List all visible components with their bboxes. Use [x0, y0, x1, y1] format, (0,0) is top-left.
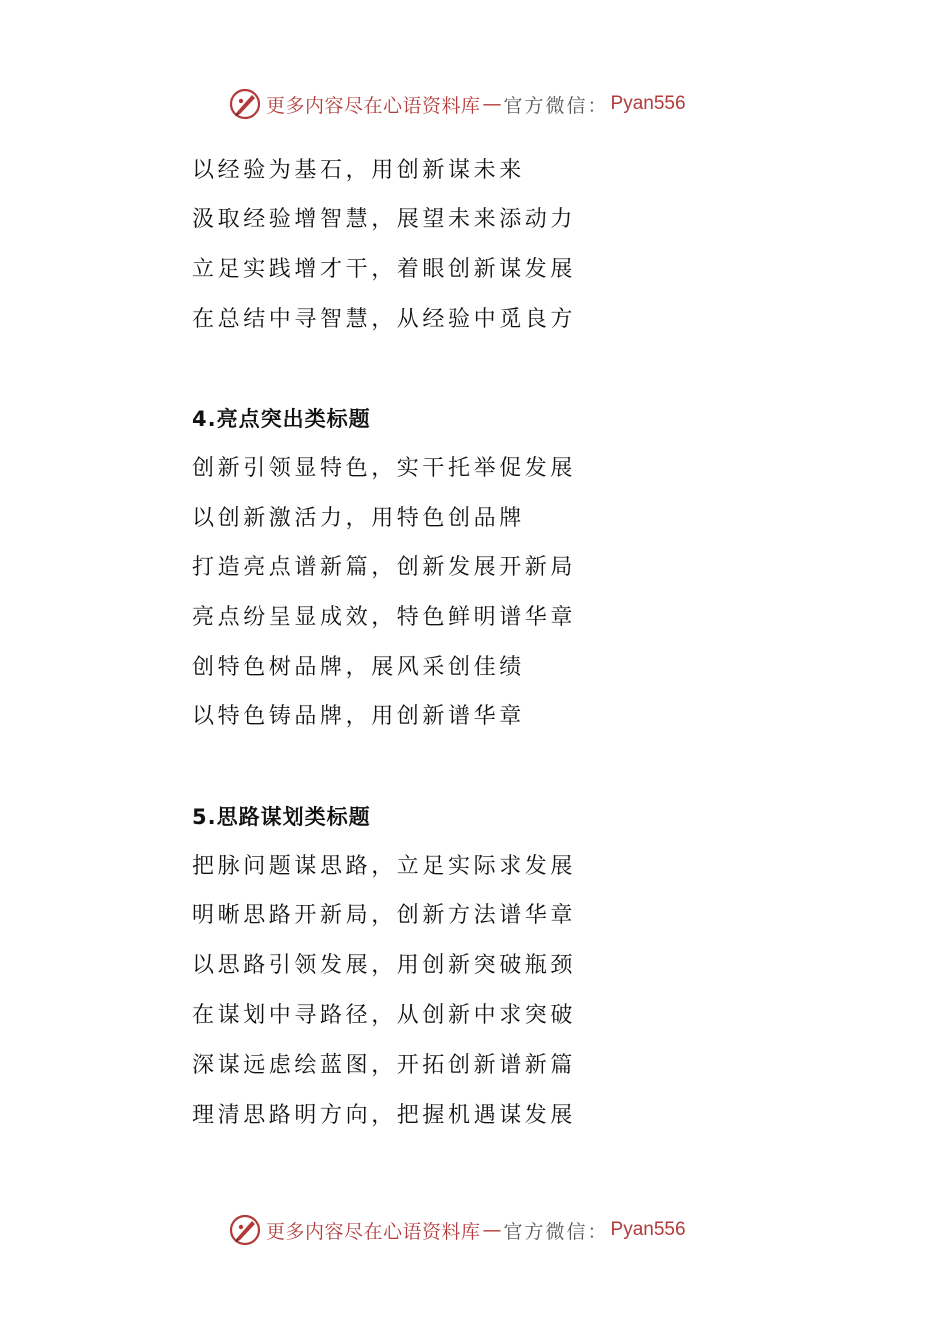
- banner-main-text: 更多内容尽在心语资料库: [266, 1220, 481, 1243]
- section-5-line-1: 把脉问题谋思路，立足实际求发展: [192, 854, 577, 879]
- banner-wechat-id: Pyan556: [610, 93, 686, 114]
- section-5-line-4: 在谋划中寻路径，从创新中求突破: [192, 1003, 577, 1028]
- section-4-line-3: 打造亮点谱新篇，创新发展开新局: [192, 555, 577, 580]
- section-4-heading: 4.亮点突出类标题: [192, 407, 371, 431]
- banner-wechat-id: Pyan556: [610, 1219, 686, 1240]
- section-4-line-4: 亮点纷呈显成效，特色鲜明谱华章: [192, 605, 577, 630]
- section-5-line-3: 以思路引领发展，用创新突破瓶颈: [192, 953, 577, 978]
- section-5-line-5: 深谋远虑绘蓝图，开拓创新谱新篇: [192, 1053, 577, 1078]
- section-4-line-1: 创新引领显特色，实干托举促发展: [192, 456, 577, 481]
- banner-sub-text: 官方微信：: [503, 94, 609, 117]
- pen-circle-logo-icon: [228, 87, 262, 121]
- banner-dash: —: [482, 93, 502, 115]
- section-3-line-2: 汲取经验增智慧，展望未来添动力: [192, 207, 577, 232]
- section-5-heading: 5.思路谋划类标题: [192, 805, 371, 829]
- section-4-line-2: 以创新激活力，用特色创品牌: [192, 506, 525, 531]
- pen-circle-logo-icon: [228, 1213, 262, 1247]
- banner-dash: —: [482, 1219, 502, 1241]
- banner-sub-text: 官方微信：: [503, 1220, 609, 1243]
- footer-banner: [228, 1212, 686, 1248]
- section-4-line-6: 以特色铸品牌，用创新谱华章: [192, 704, 525, 729]
- section-3-line-4: 在总结中寻智慧，从经验中觅良方: [192, 307, 577, 332]
- section-3-line-3: 立足实践增才干，着眼创新谋发展: [192, 257, 577, 282]
- banner-main-text: 更多内容尽在心语资料库: [266, 94, 481, 117]
- section-3-line-1: 以经验为基石，用创新谋未来: [192, 158, 525, 183]
- section-4-line-5: 创特色树品牌，展风采创佳绩: [192, 655, 525, 680]
- header-banner: [228, 86, 686, 122]
- section-5-line-6: 理清思路明方向，把握机遇谋发展: [192, 1103, 577, 1128]
- section-5-line-2: 明晰思路开新局，创新方法谱华章: [192, 903, 577, 928]
